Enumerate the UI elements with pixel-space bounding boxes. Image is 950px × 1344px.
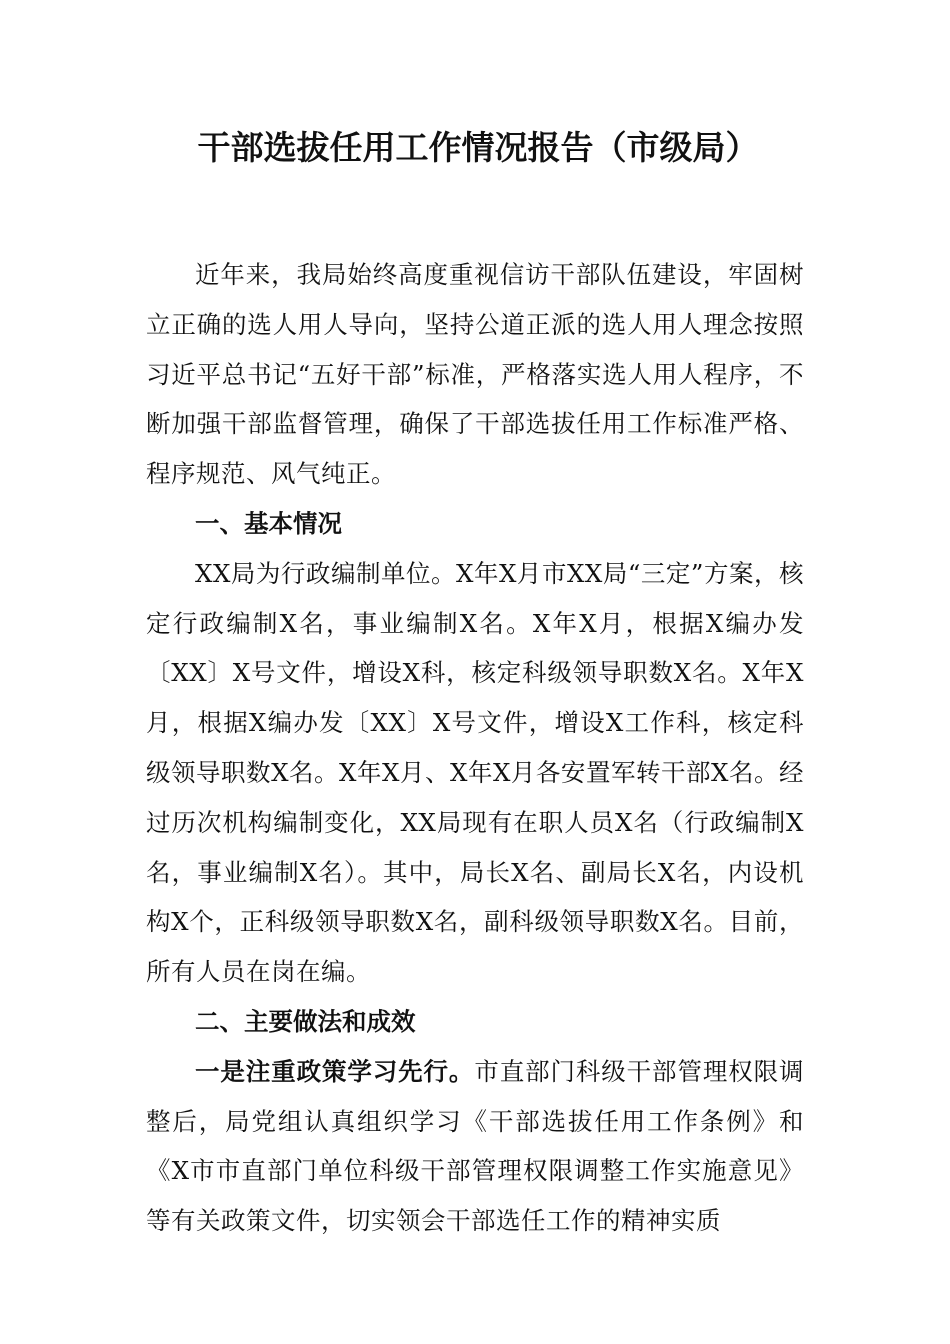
paragraph-lead-phrase: 一是注重政策学习先行。 (195, 1056, 475, 1086)
document-title: 干部选拔任用工作情况报告（市级局） (197, 128, 759, 167)
section-heading-basic-situation: 一、基本情况 (195, 508, 342, 538)
intro-paragraph: 近年来，我局始终高度重视信访干部队伍建设，牢固树立正确的选人用人导向，坚持公道正派的选人用人理念按照习近平总书记“五好干部”标准，严格落实选人用人程序，不断加强干部监督管理，确保了干部选拔任用工作标准严格、程序规范、风气纯正。 (146, 260, 804, 489)
main-practices-paragraph (146, 1047, 804, 1246)
section-heading-main-practices: 二、主要做法和成效 (195, 1006, 416, 1036)
document-body (146, 250, 804, 1246)
basic-situation-paragraph: XX局为行政编制单位。X年X月市XX局“三定”方案，核定行政编制X名，事业编制X名。X年X月，根据X编办发〔XX〕X号文件，增设X科，核定科级领导职数X名。X年X月，根据X编办发〔XX〕X号文件，增设X工作科，核定科级领导职数X名。X年X月、X年X月各安置军转干部X名。经过历次机构编制变化，XX局现有在职人员X名（行政编制X名，事业编制X名）。其中，局长X名、副局长X名，内设机构X个，正科级领导职数X名，副科级领导职数X名。目前，所有人员在岗在编。 (146, 558, 804, 987)
document-page (146, 118, 804, 1246)
paragraph-body-text: 市直部门科级干部管理权限调整后，局党组认真组织学习《干部选拔任用工作条例》和《X市市直部门单位科级干部管理权限调整工作实施意见》等有关政策文件，切实领会干部选任工作的精神实质 (146, 1056, 805, 1236)
